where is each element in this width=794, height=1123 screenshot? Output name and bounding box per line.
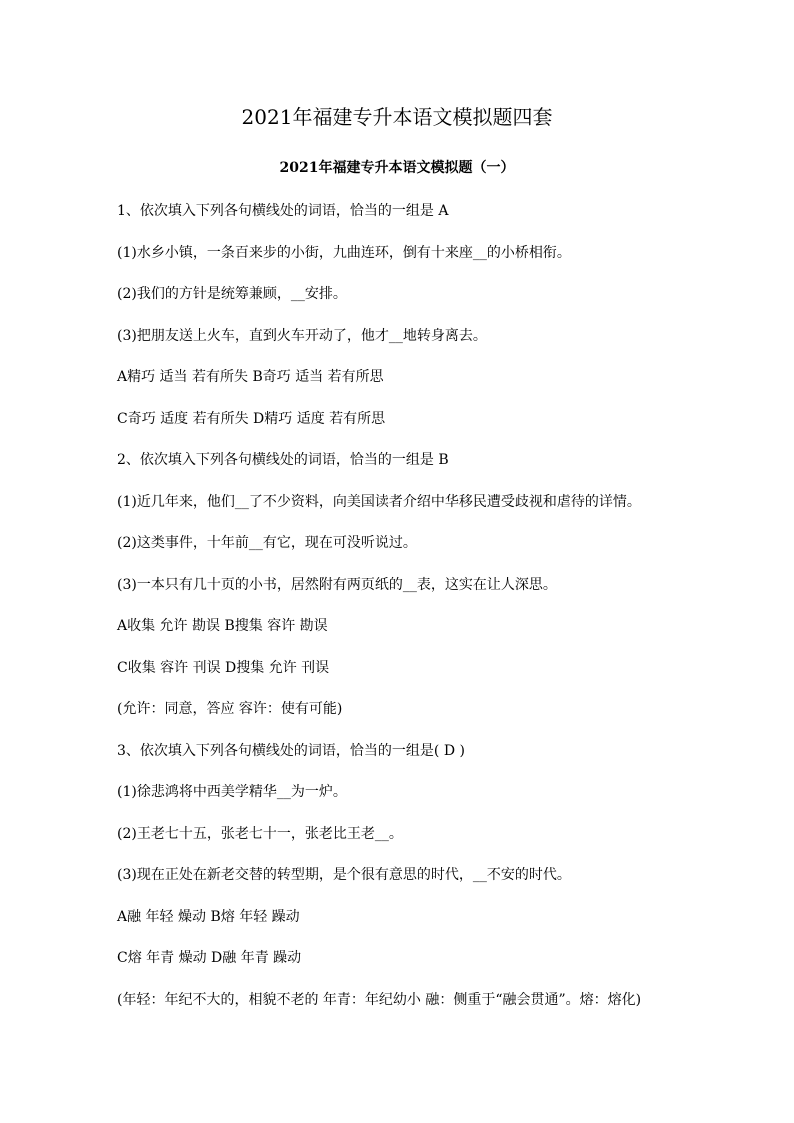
question-3-stem: 3、依次填入下列各句横线处的词语，恰当的一组是( D ) bbox=[117, 742, 465, 759]
document-title: 2021年福建专升本语文模拟题四套 bbox=[241, 105, 553, 129]
question-1-options-ab: A精巧 适当 若有所失 B奇巧 适当 若有所思 bbox=[117, 369, 384, 385]
question-1-sentence-1: (1)水乡小镇，一条百来步的小街，九曲连环，倒有十来座__的小桥相衔。 bbox=[117, 244, 571, 261]
question-body bbox=[117, 200, 717, 1030]
question-1-options-cd: C奇巧 适度 若有所失 D精巧 适度 若有所思 bbox=[117, 410, 386, 427]
question-2-options-cd: C收集 容许 刊误 D搜集 允许 刊误 bbox=[117, 659, 330, 676]
question-1-sentence-2: (2)我们的方针是统筹兼顾，__安排。 bbox=[117, 286, 347, 302]
question-1-sentence-3: (3)把朋友送上火车，直到火车开动了，他才__地转身离去。 bbox=[117, 327, 487, 344]
question-3-sentence-3: (3)现在正处在新老交替的转型期，是个很有意思的时代，__不安的时代。 bbox=[117, 867, 571, 883]
question-3-options-ab: A融 年轻 燥动 B熔 年轻 躁动 bbox=[117, 908, 300, 925]
question-3-options-cd: C熔 年青 燥动 D融 年青 躁动 bbox=[117, 950, 302, 966]
question-1-stem: 1、依次填入下列各句横线处的词语，恰当的一组是 A bbox=[117, 203, 449, 219]
question-2-note: (允许：同意，答应 容许：使有可能) bbox=[117, 701, 343, 717]
section-subtitle: 2021年福建专升本语文模拟题（一） bbox=[279, 160, 515, 176]
question-3-sentence-1: (1)徐悲鸿将中西美学精华__为一炉。 bbox=[117, 784, 347, 800]
question-3-note: (年轻：年纪不大的，相貌不老的 年青：年纪幼小 融：侧重于“融会贯通”。熔：熔化) bbox=[117, 991, 642, 1008]
question-2-options-ab: A收集 允许 勘误 B搜集 容许 勘误 bbox=[117, 618, 328, 634]
question-2-sentence-3: (3)一本只有几十页的小书，居然附有两页纸的__表，这实在让人深思。 bbox=[117, 576, 557, 593]
question-3-sentence-2: (2)王老七十五，张老七十一，张老比王老__。 bbox=[117, 825, 403, 842]
question-2-sentence-1: (1)近几年来，他们__了不少资料，向美国读者介绍中华移民遭受歧视和虐待的详情。 bbox=[117, 493, 641, 510]
question-2-sentence-2: (2)这类事件，十年前__有它，现在可没听说过。 bbox=[117, 535, 417, 551]
question-2-stem: 2、依次填入下列各句横线处的词语，恰当的一组是 B bbox=[117, 452, 449, 468]
